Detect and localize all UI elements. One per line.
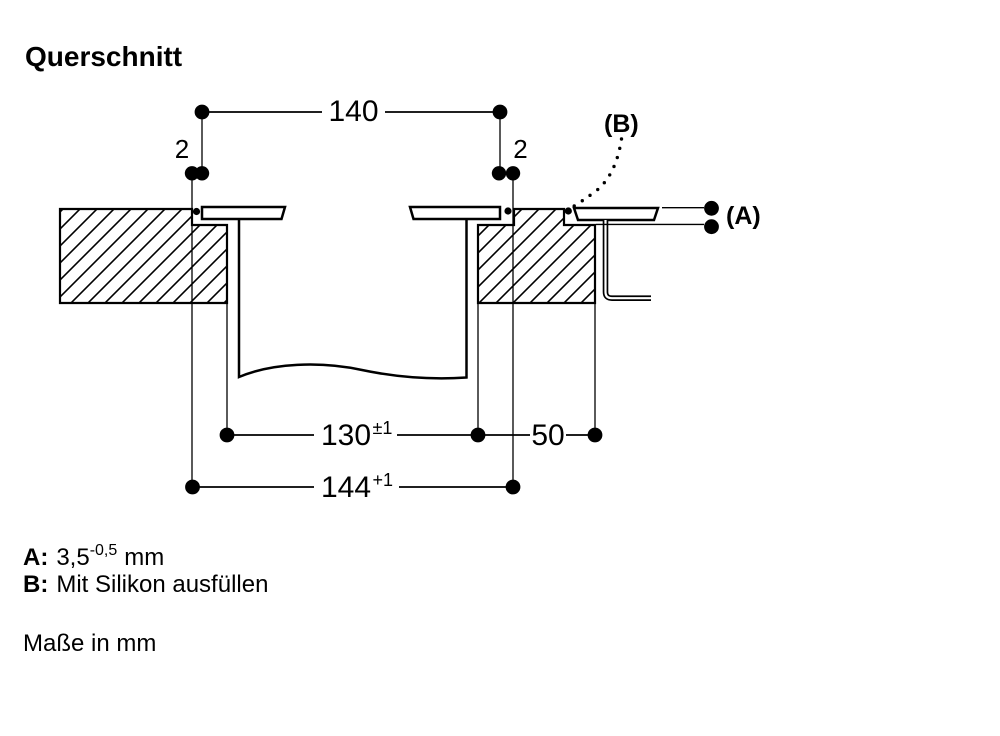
cooktop-glass-right [410, 207, 500, 219]
worktop-left-section [60, 209, 227, 303]
dim-2-left-label: 2 [174, 134, 190, 164]
callout-b-label: (B) [604, 110, 639, 138]
mounting-bracket [606, 220, 652, 298]
dim-144-label: 144 [321, 471, 372, 504]
appliance-body-outline [239, 219, 467, 378]
legend-a-unit: mm [124, 544, 165, 571]
cooktop-glass-left [202, 207, 285, 219]
dim-2-right-label: 2 [513, 134, 528, 164]
dim-130-label: 130 [321, 419, 372, 452]
dim-130-tolerance: ±1 [372, 418, 393, 438]
callout-b-leader [572, 139, 622, 208]
units-note: Maße in mm [23, 630, 157, 657]
legend-line-a [23, 542, 165, 571]
legend-a-value: 3,5 [56, 544, 90, 571]
callout-a-label: (A) [726, 202, 761, 230]
worktop-middle-section [478, 209, 595, 303]
legend-line-b [23, 572, 268, 598]
adjacent-appliance-glass [574, 208, 658, 220]
legend-a-key: A: [23, 544, 49, 571]
legend-b-key: B: [23, 571, 49, 598]
dim-50-label: 50 [531, 419, 565, 452]
dim-140-label: 140 [328, 95, 379, 128]
legend-b-text: Mit Silikon ausfüllen [56, 571, 269, 598]
dim-144-tolerance: +1 [372, 470, 394, 490]
legend-a-tolerance: -0,5 [89, 542, 118, 559]
page-title: Querschnitt [25, 41, 183, 72]
